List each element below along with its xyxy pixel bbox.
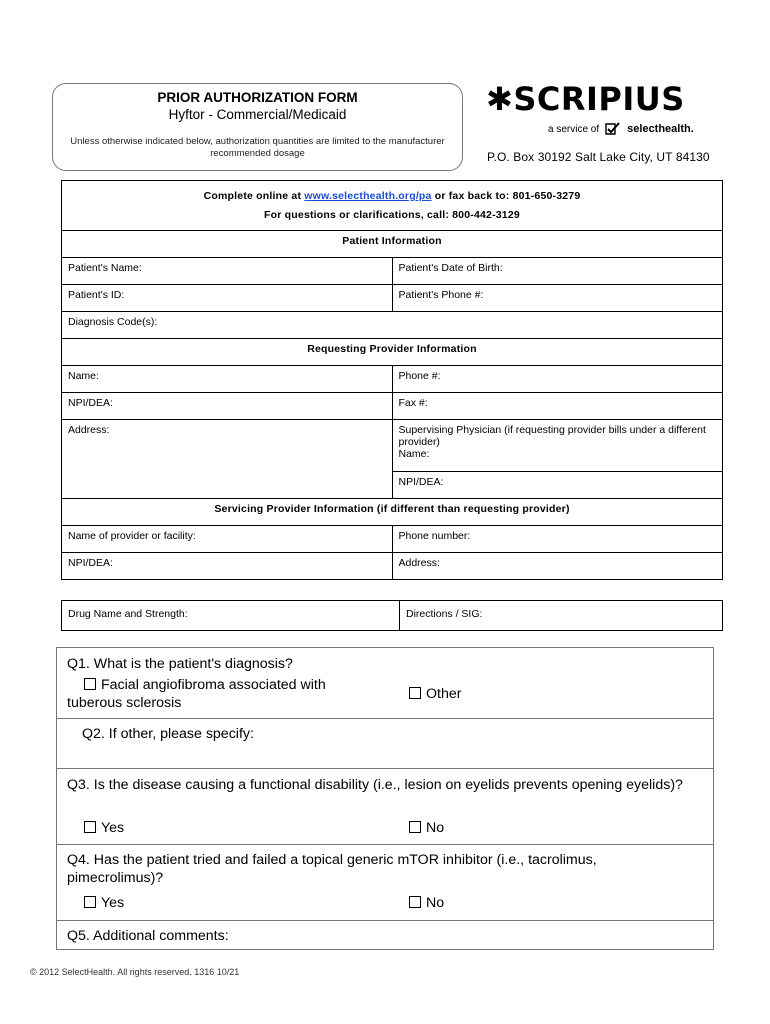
drug-table (61, 600, 723, 631)
patient-id-field[interactable]: Patient's ID: (62, 285, 393, 312)
patient-dob-field[interactable]: Patient's Date of Birth: (392, 258, 723, 285)
contact-line-2: For questions or clarifications, call: 800-442-3129 (264, 209, 520, 221)
divider (57, 768, 713, 769)
patient-info-heading: Patient Information (62, 231, 723, 258)
selecthealth-check-icon (605, 122, 621, 136)
q4-no-checkbox[interactable] (409, 896, 421, 908)
logo-service-line (548, 122, 694, 136)
q1-text: Q1. What is the patient's diagnosis? (67, 656, 293, 672)
q4-yes-checkbox[interactable] (84, 896, 96, 908)
divider (57, 844, 713, 845)
questions-box (56, 647, 714, 950)
servicing-name-field[interactable]: Name of provider or facility: (62, 526, 393, 553)
information-table (61, 180, 723, 580)
requesting-provider-heading: Requesting Provider Information (62, 339, 723, 366)
servicing-provider-heading: Servicing Provider Information (if different than requesting provider) (62, 499, 723, 526)
supervising-physician-field[interactable] (392, 420, 723, 472)
q1-option-other[interactable]: Other (409, 685, 461, 703)
mailing-address: P.O. Box 30192 Salt Lake City, UT 84130 (487, 150, 710, 164)
copyright-footer: © 2012 SelectHealth. All rights reserved. 1316 10/21 (30, 967, 240, 977)
drug-name-field[interactable]: Drug Name and Strength: (62, 601, 400, 631)
q3-option-yes[interactable]: Yes (84, 819, 124, 837)
patient-name-field[interactable]: Patient's Name: (62, 258, 393, 285)
contact-line-1: Complete online at www.selecthealth.org/pa or fax back to: 801-650-3279 (203, 190, 581, 202)
q4-text: Q4. Has the patient tried and failed a topical generic mTOR inhibitor (i.e., tacrolimus, pimecrolimus)? (67, 852, 597, 886)
q3-option-no[interactable]: No (409, 819, 444, 837)
requesting-address-field[interactable]: Address: (62, 420, 393, 499)
q4-option-yes[interactable]: Yes (84, 894, 124, 912)
diagnosis-code-field[interactable]: Diagnosis Code(s): (62, 312, 723, 339)
dosage-note: Unless otherwise indicated below, authorization quantities are limited to the manufacturer recommended dosage (70, 136, 445, 159)
q3-no-checkbox[interactable] (409, 821, 421, 833)
q1-other-checkbox[interactable] (409, 687, 421, 699)
servicing-npi-field[interactable]: NPI/DEA: (62, 553, 393, 580)
asterisk-icon: ✱ (486, 80, 514, 118)
q4-option-no[interactable]: No (409, 894, 444, 912)
selecthealth-brand: selecthealth. (627, 123, 694, 135)
scripius-logo (486, 80, 716, 140)
q3-text: Q3. Is the disease causing a functional disability (i.e., lesion on eyelids prevents opening eyelids)? (67, 777, 683, 793)
q1-angiofibroma-checkbox[interactable] (84, 678, 96, 690)
divider (57, 920, 713, 921)
supervising-npi-field[interactable]: NPI/DEA: (392, 472, 723, 499)
supervising-physician-label: Supervising Physician (if requesting provider bills under a different provider) (398, 424, 706, 448)
form-subtitle: Hyftor - Commercial/Medicaid (168, 107, 347, 122)
supervising-name-label: Name: (398, 448, 430, 460)
selecthealth-pa-link[interactable]: www.selecthealth.org/pa (304, 190, 432, 202)
servicing-address-field[interactable]: Address: (392, 553, 723, 580)
patient-phone-field[interactable]: Patient's Phone #: (392, 285, 723, 312)
divider (57, 718, 713, 719)
form-title: PRIOR AUTHORIZATION FORM (157, 90, 358, 105)
logo-wordmark: ✱SCRIPIUS (486, 80, 685, 118)
q3-yes-checkbox[interactable] (84, 821, 96, 833)
requesting-fax-field[interactable]: Fax #: (392, 393, 723, 420)
servicing-phone-field[interactable]: Phone number: (392, 526, 723, 553)
q1-option-angiofibroma-cont: tuberous sclerosis (67, 695, 182, 711)
requesting-name-field[interactable]: Name: (62, 366, 393, 393)
service-of-text: a service of (548, 123, 600, 135)
requesting-npi-field[interactable]: NPI/DEA: (62, 393, 393, 420)
form-title-box (52, 83, 463, 171)
directions-field[interactable]: Directions / SIG: (400, 601, 723, 631)
requesting-phone-field[interactable]: Phone #: (392, 366, 723, 393)
q1-option-angiofibroma[interactable]: Facial angiofibroma associated with (84, 676, 326, 694)
q5-text[interactable]: Q5. Additional comments: (67, 928, 229, 944)
contact-cell (62, 181, 723, 231)
q2-text: Q2. If other, please specify: (82, 726, 254, 742)
